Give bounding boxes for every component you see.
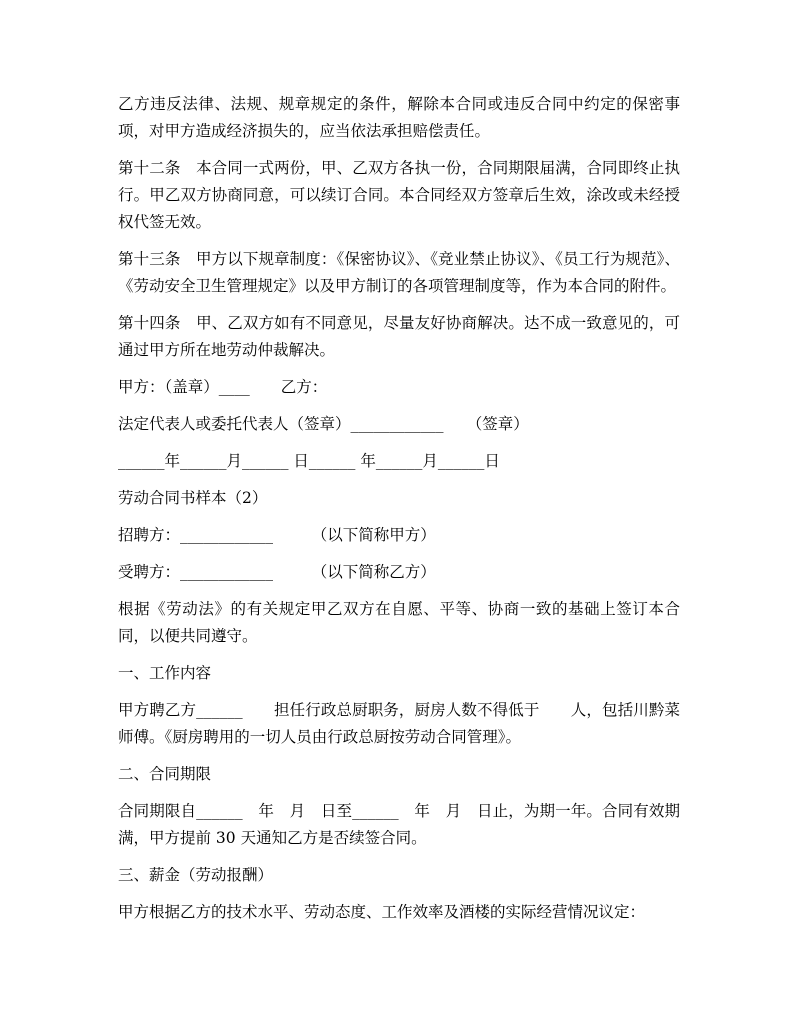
document-body: [118, 91, 680, 936]
employee-line: 受聘方：____________ （以下简称乙方）: [118, 563, 436, 581]
section-heading-work-content: 一、工作内容: [118, 664, 212, 682]
signature-date-line: ______年______月______ 日______ 年______月______日: [118, 452, 500, 470]
paragraph-article-13: 第十三条 甲方以下规章制度：《保密协议》、《竞业禁止协议》、《员工行为规范》、《劳动安全卫生管理规定》以及甲方制订的各项管理制度等，作为本合同的附件。: [118, 250, 680, 295]
paragraph-article-14: 第十四条 甲、乙双方如有不同意见，尽量友好协商解决。达不成一致意见的，可通过甲方所在地劳动仲裁解决。: [118, 314, 680, 359]
section-heading-salary: 三、薪金（劳动报酬）: [118, 866, 274, 884]
paragraph-salary: 甲方根据乙方的技术水平、劳动态度、工作效率及酒楼的实际经营情况议定：: [118, 903, 646, 921]
signature-representative-line: 法定代表人或委托代表人（签章）____________ （签章）: [118, 415, 529, 433]
paragraph-article-12: 第十二条 本合同一式两份，甲、乙双方各执一份，合同期限届满，合同即终止执行。甲乙双方协商同意，可以续订合同。本合同经双方签章后生效，涂改或未经授权代签无效。: [118, 159, 680, 231]
paragraph-work-content: 甲方聘乙方______ 担任行政总厨职务，厨房人数不得低于 人，包括川黔菜师傅。《厨房聘用的一切人员由行政总厨按劳动合同管理》。: [118, 701, 680, 746]
sample-title: 劳动合同书样本（2）: [118, 489, 268, 507]
signature-parties-line: 甲方：（盖章）____ 乙方：: [118, 378, 328, 396]
section-heading-contract-term: 二、合同期限: [118, 765, 212, 783]
paragraph-preamble: 根据《劳动法》的有关规定甲乙双方在自愿、平等、协商一致的基础上签订本合同，以便共同遵守。: [118, 600, 680, 645]
employer-line: 招聘方：____________ （以下简称甲方）: [118, 526, 436, 544]
paragraph-confidentiality-liability: 乙方违反法律、法规、规章规定的条件，解除本合同或违反合同中约定的保密事项，对甲方造成经济损失的，应当依法承担赔偿责任。: [118, 95, 680, 140]
paragraph-contract-term: 合同期限自______ 年 月 日至______ 年 月 日止，为期一年。合同有效期满，甲方提前 30 天通知乙方是否续签合同。: [118, 802, 680, 847]
